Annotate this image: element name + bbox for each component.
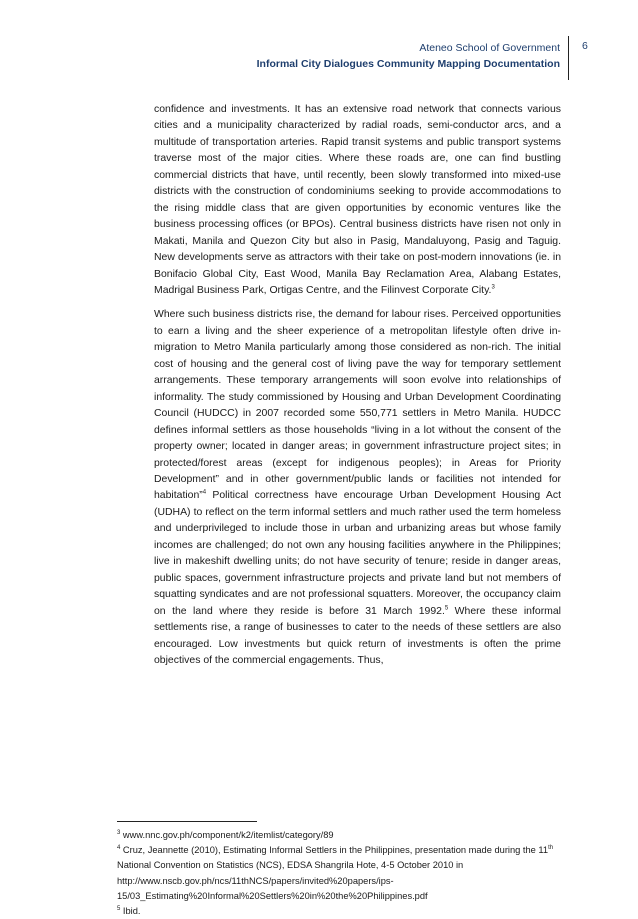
header-divider	[568, 36, 569, 80]
running-header	[257, 40, 560, 72]
footnote-4-number: 4	[117, 845, 121, 852]
body-text	[154, 102, 561, 677]
paragraph-2-text-b: Political correctness have encourage Urban Development Housing Act (UDHA) to reflect on the term informal settlers and much rather used the term homeless and underprivileged to include those in urban and urbanizing areas but whose family incomes are challenged; do not own any housing facilities anywhere in the Philippines; live in makeshift dwelling units; do not have security of tenure; reside in danger areas, public spaces, government infrastructure projects and private land but not members of squatting syndicates and are not professional squatters. Moreover, the occupancy claim on the land where they reside is before 31 March 1992.	[154, 490, 561, 617]
footnote-4	[117, 843, 567, 904]
paragraph-2-text-a: Where such business districts rise, the demand for labour rises. Perceived opportunities to earn a living and the sheer experience of a metropolitan lifestyle often drive in-migration to Metro Manila particularly among those considered as non-rich. The initial cost of housing and the general cost of living pave the way for temporary settlement arrangements. These temporary arrangements will soon evolve into relationships of informality. The study commissioned by Housing and Urban Development Coordinating Council (HUDCC) in 2007 recorded some 550,771 settlers in Metro Manila. HUDCC defines informal settlers as those households “living in a lot without the consent of the property owner; located in danger areas; in government infrastructure project sites; in protected/forest areas (except for indigenous peoples); in Areas for Priority Development” and in other government/public lands or facilities not intended for habitation”	[154, 309, 561, 502]
page-number: 6	[582, 40, 588, 52]
footnote-3	[117, 828, 567, 843]
paragraph-1	[154, 102, 561, 299]
footnote-5-number: 5	[117, 905, 121, 912]
footnote-5-text: Ibid.	[120, 906, 141, 917]
footnote-4-ordinal: th	[548, 845, 554, 852]
paragraph-1-text: confidence and investments. It has an extensive road network that connects various cities and a municipality characterized by radial roads, semi-conductor arcs, and a multitude of transportation arteries. Rapid transit systems and public transport systems traverse most of the major cities. Where these roads are, one can find bustling commercial districts that have, until recently, been slowly transformed into mixed-use districts with the construction of condominiums seeking to provide accommodations to the rising middle class that are given opportunities by economic ventures like the business processing offices (or BPOs). Central business districts have risen not only in Makati, Manila and Quezon City but also in Pasig, Mandaluyong, Pasig and Taguig. New developments serve as attractors with their take on post-modern innovations (ie. in Bonifacio Global City, East Wood, Manila Bay Reclamation Area, Alabang Estates, Madrigal Business Park, Ortigas Centre, and the Filinvest Corporate City.	[154, 104, 561, 296]
footnote-3-text: www.nnc.gov.ph/component/k2/itemlist/category/89	[120, 830, 334, 840]
header-title: Informal City Dialogues Community Mapping Documentation	[256, 58, 560, 70]
footnote-ref-4: 4	[202, 489, 207, 496]
footnote-ref-3: 3	[491, 284, 495, 291]
footnote-3-number: 3	[117, 829, 121, 836]
footnotes	[117, 828, 567, 919]
header-org: Ateneo School of Government	[419, 42, 560, 54]
footnote-4-text-a: Cruz, Jeannette (2010), Estimating Informal Settlers in the Philippines, presentation made during the 11	[120, 845, 549, 856]
footnote-ref-5: 5	[444, 605, 449, 612]
footnote-divider	[117, 821, 257, 822]
footnote-4-text-b: National Convention on Statistics (NCS), EDSA Shangrila Hote, 4-5 October 2010 in http://www.nscb.gov.ph/ncs/11thNCS/papers/invited%20papers/ips-15/03_Estimating%20Informal%20Settlers%20in%20the%20Philippines.pdf	[117, 860, 464, 901]
paragraph-2	[154, 307, 561, 669]
paragraph-2-text-c: Where these informal settlements rise, a range of businesses to cater to the needs of these settlers are also encouraged. Low investments but quick return of investments is often the prime objectives of the commercial engagements. Thus,	[154, 605, 561, 666]
footnote-5	[117, 904, 567, 919]
